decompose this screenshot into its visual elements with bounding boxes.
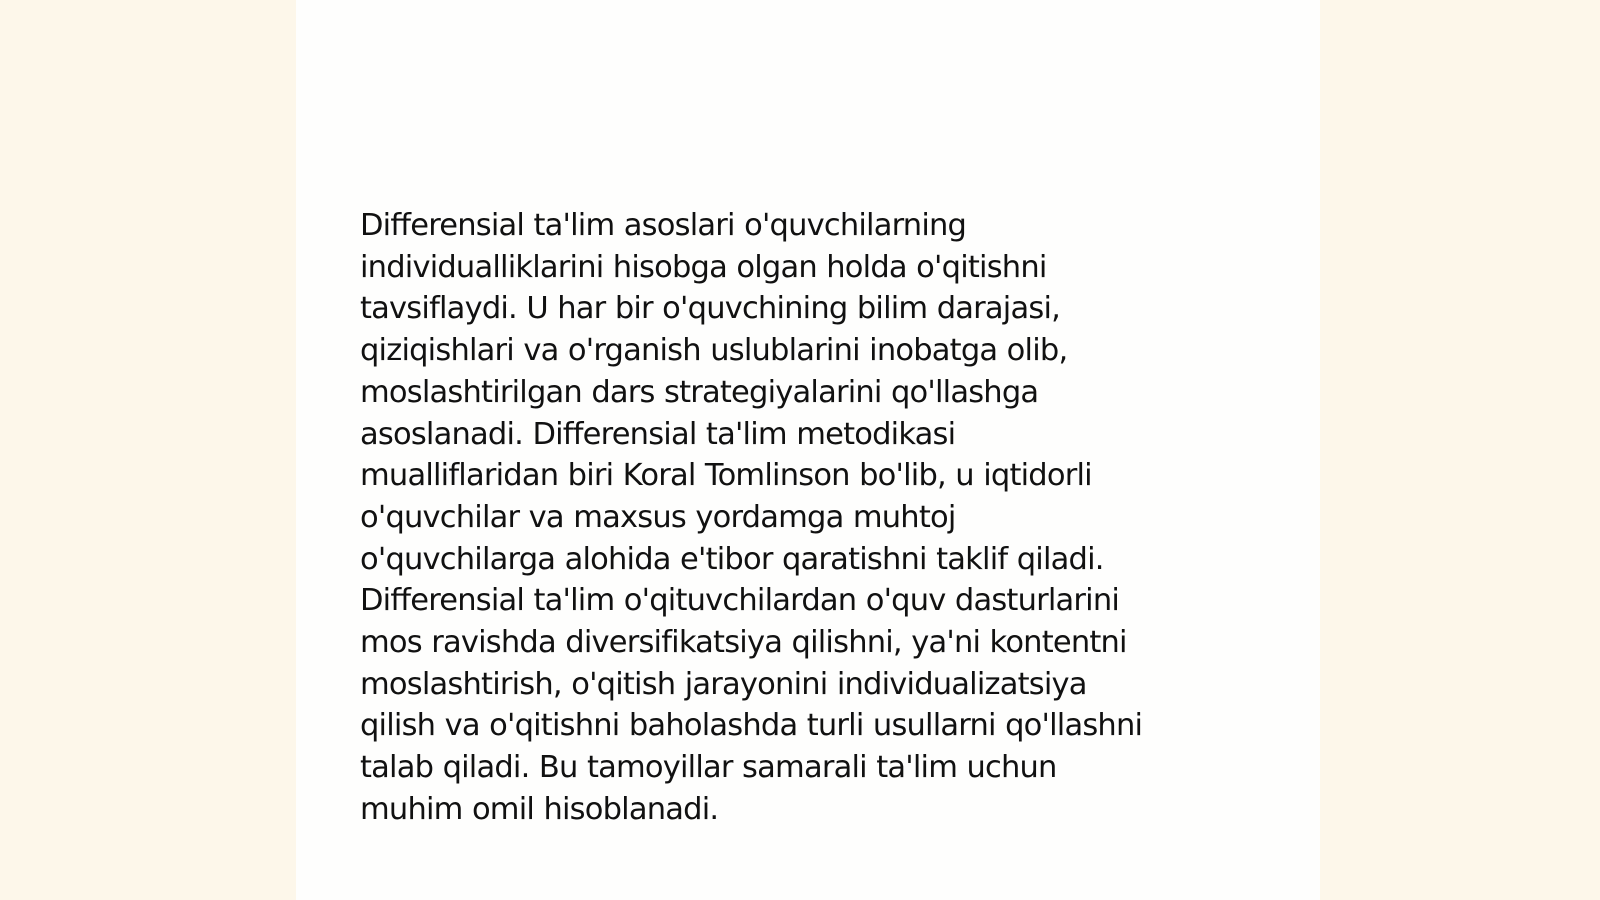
body-line: o'quvchilar va maxsus yordamga muhtoj xyxy=(360,499,956,535)
body-line: talab qiladi. Bu tamoyillar samarali ta'lim uchun xyxy=(360,750,1057,786)
slide-panel xyxy=(296,0,1320,900)
body-paragraph xyxy=(360,205,1260,831)
body-line: mos ravishda diversifikatsiya qilishni, ya'ni kontentni xyxy=(360,625,1127,661)
body-line: moslashtirish, o'qitish jarayonini individualizatsiya xyxy=(360,666,1087,702)
body-line: qiziqishlari va o'rganish uslublarini inobatga olib, xyxy=(360,333,1068,369)
body-line: muhim omil hisoblanadi. xyxy=(360,791,719,827)
body-line: qilish va o'qitishni baholashda turli usullarni qo'llashni xyxy=(360,708,1143,744)
body-line: mualliflaridan biri Koral Tomlinson bo'lib, u iqtidorli xyxy=(360,458,1092,494)
body-line: o'quvchilarga alohida e'tibor qaratishni taklif qiladi. xyxy=(360,541,1104,577)
body-line: asoslanadi. Differensial ta'lim metodikasi xyxy=(360,416,956,452)
body-line: tavsiflaydi. U har bir o'quvchining bilim darajasi, xyxy=(360,291,1061,327)
body-line: moslashtirilgan dars strategiyalarini qo'llashga xyxy=(360,374,1039,410)
body-line: Differensial ta'lim o'qituvchilardan o'quv dasturlarini xyxy=(360,583,1120,619)
body-line: Differensial ta'lim asoslari o'quvchilarning xyxy=(360,208,967,243)
body-line: individualliklarini hisobga olgan holda o'qitishni xyxy=(360,249,1047,285)
